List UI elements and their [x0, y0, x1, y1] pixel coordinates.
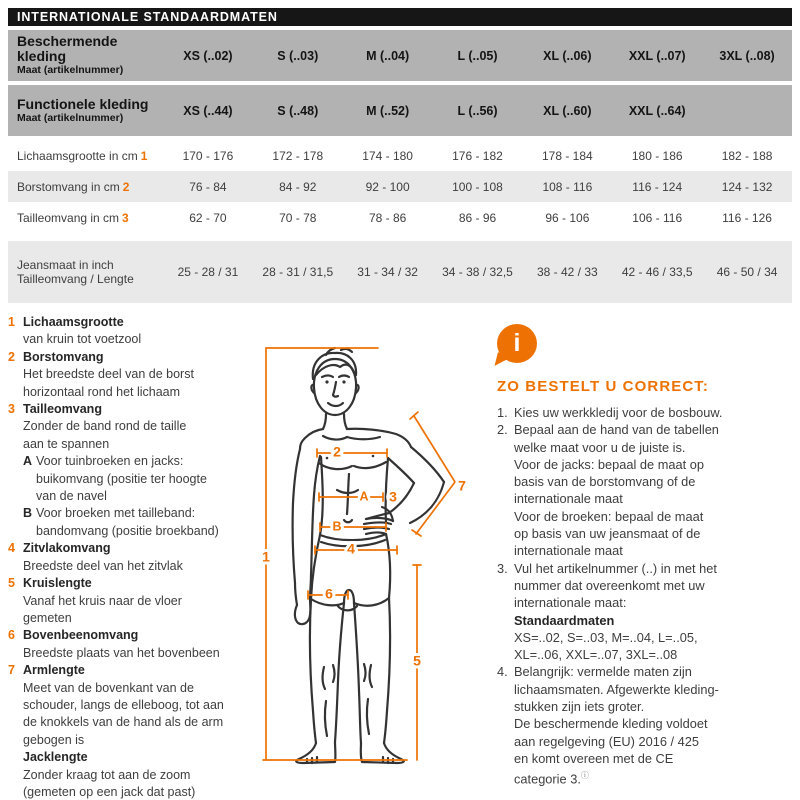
table-row-chest — [8, 171, 792, 202]
info-item-number: 1. — [497, 405, 508, 420]
value-cell: 124 - 132 — [721, 179, 773, 194]
value-cell: 70 - 78 — [279, 210, 317, 225]
measure-ref-number: 2 — [122, 179, 130, 194]
value-cell: 182 - 188 — [721, 148, 773, 163]
row-label-text: Lichaamsgrootte in cm — [17, 148, 138, 163]
legend-line: gemeten — [23, 610, 72, 625]
footnote-mark: ⓘ — [580, 771, 589, 781]
info-line: aan regelgeving (EU) 2016 / 425 — [514, 733, 699, 749]
info-item-4 — [497, 663, 795, 787]
man-line-art — [293, 348, 444, 763]
value-cell: 28 - 31 / 31,5 — [262, 265, 334, 279]
size-cell: XS (..44) — [183, 103, 233, 118]
value-cell: 25 - 28 / 31 — [177, 265, 239, 279]
info-item-2 — [497, 421, 795, 559]
legend-sub-item-a — [23, 453, 254, 505]
value-cell: 176 - 182 — [452, 148, 503, 163]
legend-line: bandomvang (positie broekband) — [36, 523, 219, 538]
legend-item-inseam — [8, 575, 254, 627]
legend-term: Jacklengte — [23, 750, 88, 765]
size-cell: S (..03) — [277, 48, 319, 63]
value-cell: 116 - 126 — [722, 210, 772, 225]
value-cell: 100 - 108 — [452, 179, 503, 194]
legend-item-jacket-length — [8, 749, 254, 800]
info-line: XS=..02, S=..03, M=..04, L=..05, — [514, 629, 698, 645]
table-header-protective-clothing — [8, 30, 792, 81]
measure-label-5: 5 — [413, 652, 421, 669]
info-line: internationale maat: — [514, 595, 627, 611]
legend-body — [23, 662, 254, 749]
size-cell: L (..56) — [457, 103, 498, 118]
legend-term: Kruislengte — [23, 576, 92, 591]
legend-number: 4 — [8, 541, 15, 556]
header-sublabel: Maat (artikelnummer) — [17, 111, 124, 124]
info-item-1 — [497, 404, 795, 421]
measurement-legend — [8, 314, 254, 800]
legend-body — [23, 627, 254, 662]
measure-label-6: 6 — [325, 585, 333, 602]
body-measurement-figure — [240, 315, 500, 800]
legend-line: buikomvang (positie ter hoogte — [36, 471, 207, 486]
legend-sub-item-b — [23, 505, 254, 540]
value-cell: 106 - 116 — [632, 210, 683, 225]
info-line: en komt overeen met de CE — [514, 750, 674, 766]
legend-body — [23, 749, 254, 800]
value-cell: 108 - 116 — [542, 179, 593, 194]
info-line: Kies uw werkkledij voor de bosbouw. — [514, 405, 723, 420]
section-title-bar — [8, 8, 792, 26]
info-line: op basis van uw jeansmaat of de — [514, 526, 701, 542]
info-line: De beschermende kleding voldoet — [514, 716, 708, 732]
legend-number: 7 — [8, 663, 15, 678]
info-heading: ZO BESTELT U CORRECT: — [497, 378, 709, 395]
size-cell: XS (..02) — [183, 48, 233, 63]
legend-line: Voor broeken met tailleband: — [36, 506, 196, 521]
row-label — [8, 258, 163, 286]
legend-line: gebogen is — [23, 732, 85, 747]
header-label: Functionele kleding — [17, 95, 149, 112]
measure-label-2: 2 — [333, 443, 341, 460]
legend-item-arm-length — [8, 662, 254, 749]
value-cell: 92 - 100 — [365, 179, 410, 194]
info-line: Bepaal aan de hand van de tabellen — [514, 422, 719, 438]
info-item-number: 2. — [497, 422, 508, 438]
legend-item-body-height — [8, 314, 254, 349]
row-label — [8, 149, 163, 163]
info-item-body — [514, 663, 795, 787]
measure-label-1: 1 — [262, 548, 270, 565]
measure-label-a: A — [359, 489, 369, 504]
info-item-3 — [497, 560, 795, 664]
header-label-block — [8, 34, 163, 77]
legend-number: 5 — [8, 576, 15, 591]
info-item-number: 3. — [497, 560, 508, 576]
ordering-info-panel — [497, 324, 795, 788]
legend-line: Zonder kraag tot aan de zoom — [23, 767, 191, 782]
info-bubble-icon — [497, 324, 537, 363]
legend-line: van kruin tot voetzool — [23, 332, 142, 347]
info-icon-glyph: i — [513, 329, 521, 357]
legend-line: Breedste plaats van het bovenbeen — [23, 645, 220, 660]
legend-line: Voor tuinbroeken en jacks: — [36, 454, 184, 469]
legend-body — [23, 575, 254, 627]
value-cell: 96 - 106 — [545, 210, 590, 225]
legend-number: 3 — [8, 402, 15, 417]
info-item-number: 4. — [497, 664, 508, 680]
value-cell: 38 - 42 / 33 — [536, 265, 598, 279]
measure-label-b: B — [332, 519, 342, 534]
legend-number: 2 — [8, 349, 15, 364]
value-cell: 31 - 34 / 32 — [357, 265, 418, 279]
table-row-body-height — [8, 140, 792, 171]
size-cell: S (..48) — [277, 103, 319, 118]
info-line: categorie 3. — [514, 771, 581, 787]
info-line: welke maat voor u de juiste is. — [514, 439, 686, 455]
legend-body — [23, 401, 254, 540]
size-cell: XXL (..07) — [628, 48, 686, 63]
info-item-body — [514, 560, 795, 664]
table-row-waist — [8, 202, 792, 233]
size-cell: XL (..60) — [543, 103, 592, 118]
info-line: Voor de broeken: bepaal de maat — [514, 508, 704, 524]
info-item-body — [514, 404, 795, 421]
legend-line: aan te spannen — [23, 436, 110, 451]
info-line: lichaamsmaten. Afgewerkte kleding- — [514, 681, 719, 697]
legend-letter: B — [23, 506, 33, 521]
legend-line: (gemeten op een jack dat past) — [23, 784, 196, 799]
value-cell: 178 - 184 — [541, 148, 593, 163]
info-line: Voor de jacks: bepaal de maat op — [514, 456, 704, 472]
info-item-body — [514, 421, 795, 559]
legend-line: Het breedste deel van de borst — [23, 367, 194, 382]
value-cell: 180 - 186 — [631, 148, 683, 163]
legend-line: Zonder de band rond de taille — [23, 419, 187, 434]
table-row-jeans-size — [8, 241, 792, 303]
info-line: Vul het artikelnummer (..) in met het — [514, 560, 717, 576]
legend-term: Lichaamsgrootte — [23, 315, 124, 329]
info-last-line — [514, 767, 795, 788]
size-cell: L (..05) — [457, 48, 498, 63]
value-cell: 84 - 92 — [279, 179, 317, 194]
info-line: stukken zijn iets groter. — [514, 699, 645, 715]
row-label-text-2: Tailleomvang / Lengte — [17, 272, 134, 286]
table-header-functional-clothing — [8, 85, 792, 136]
size-cell: XL (..06) — [543, 48, 592, 63]
value-cell: 46 - 50 / 34 — [716, 265, 778, 279]
header-sublabel: Maat (artikelnummer) — [17, 64, 124, 76]
size-table — [8, 8, 792, 303]
row-label-text: Borstomvang in cm — [17, 179, 120, 194]
row-label-text: Jeansmaat in inch — [17, 258, 114, 272]
info-line: Belangrijk: vermelde maten zijn — [514, 664, 692, 680]
legend-line: schouder, langs de elleboog, tot aan — [23, 697, 224, 712]
row-label — [8, 180, 163, 194]
size-cell: 3XL (..08) — [719, 48, 775, 63]
value-cell: 170 - 176 — [182, 148, 234, 163]
value-cell: 86 - 96 — [458, 210, 497, 225]
value-cell: 42 - 46 / 33,5 — [621, 265, 693, 279]
info-line: XL=..06, XXL=..07, 3XL=..08 — [514, 647, 678, 663]
legend-item-seat — [8, 540, 254, 575]
measure-label-4: 4 — [347, 540, 355, 557]
value-cell: 76 - 84 — [189, 179, 227, 194]
value-cell: 62 - 70 — [189, 210, 227, 225]
legend-item-thigh — [8, 627, 254, 662]
row-label-text: Tailleomvang in cm — [17, 210, 120, 225]
info-line-bold: Standaardmaten — [514, 612, 615, 628]
measure-ref-number: 1 — [140, 148, 148, 163]
legend-term: Bovenbeenomvang — [23, 628, 139, 643]
legend-body — [23, 314, 254, 349]
measure-ref-number: 3 — [122, 210, 129, 225]
legend-term: Armlengte — [23, 663, 85, 678]
info-line: internationale maat — [514, 491, 623, 507]
legend-number: 6 — [8, 628, 15, 643]
header-label-block — [8, 97, 163, 125]
value-cell: 172 - 178 — [272, 148, 324, 163]
value-cell: 78 - 86 — [368, 210, 407, 225]
value-cell: 34 - 38 / 32,5 — [442, 265, 513, 279]
size-cell: M (..52) — [366, 103, 410, 118]
row-label — [8, 211, 163, 225]
legend-line: van de navel — [36, 489, 107, 504]
legend-item-waist — [8, 401, 254, 540]
legend-number: 1 — [8, 315, 15, 329]
header-label: Beschermende kleding — [17, 33, 118, 64]
legend-term: Borstomvang — [23, 349, 104, 364]
legend-line: Meet van de bovenkant van de — [23, 680, 194, 695]
value-cell: 116 - 124 — [632, 179, 683, 194]
legend-body — [23, 349, 254, 401]
info-list — [497, 404, 795, 788]
legend-line: horizontaal rond het lichaam — [23, 384, 181, 399]
legend-body — [23, 540, 254, 575]
legend-letter: A — [23, 454, 33, 469]
legend-item-chest — [8, 349, 254, 401]
legend-term: Tailleomvang — [23, 402, 102, 417]
measure-label-3: 3 — [389, 488, 397, 505]
section-title: INTERNATIONALE STANDAARDMATEN — [17, 10, 278, 24]
info-line: nummer dat overeenkomt met uw — [514, 577, 705, 593]
info-line: internationale maat — [514, 543, 623, 559]
legend-line: Breedste deel van het zitvlak — [23, 558, 183, 573]
info-line: basis van de borstomvang of de — [514, 474, 696, 490]
value-cell: 174 - 180 — [362, 148, 413, 163]
measurement-man-svg — [240, 315, 500, 800]
size-cell: XXL (..64) — [628, 103, 686, 118]
legend-line: Vanaf het kruis naar de vloer — [23, 593, 182, 608]
size-cell: M (..04) — [366, 48, 410, 63]
measure-label-7: 7 — [458, 477, 466, 494]
legend-sub-body — [36, 453, 254, 505]
legend-sub-body — [36, 505, 254, 540]
legend-term: Zitvlakomvang — [23, 541, 111, 556]
legend-number — [8, 749, 23, 800]
legend-line: de knokkels van de hand als de arm — [23, 715, 224, 730]
